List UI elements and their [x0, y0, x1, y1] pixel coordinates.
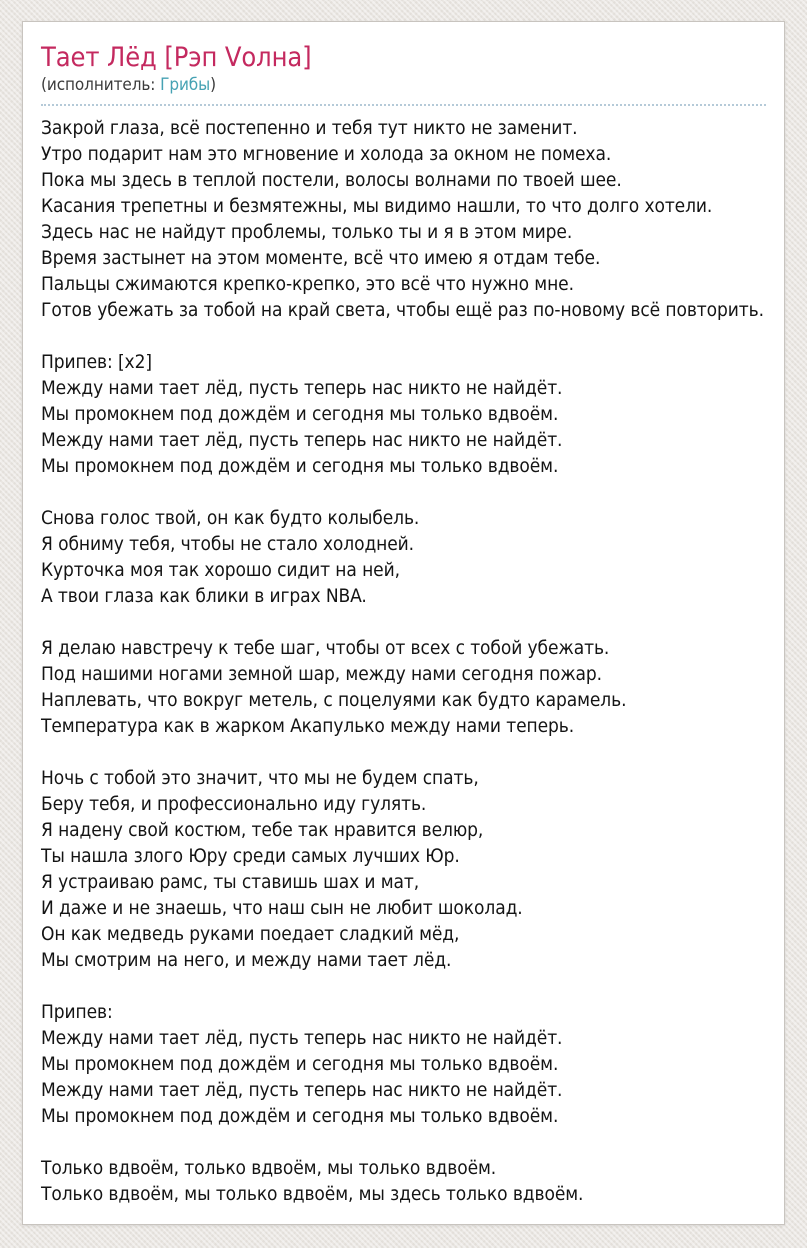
blank-line — [41, 479, 766, 505]
lyric-line: Между нами тает лёд, пусть теперь нас никто не найдёт. — [41, 377, 563, 399]
lyric-line: Под нашими ногами земной шар, между нами сегодня пожар. — [41, 663, 603, 685]
lyric-line: Я устраиваю рамс, ты ставишь шах и мат, — [41, 871, 420, 893]
artist-link[interactable]: Грибы — [160, 75, 211, 95]
blank-line — [41, 739, 766, 765]
lyric-line: Я надену свой костюм, тебе так нравится велюр, — [41, 819, 484, 841]
lyric-line: Мы промокнем под дождём и сегодня мы только вдвоём. — [41, 403, 559, 425]
lyric-line: Снова голос твой, он как будто колыбель. — [41, 507, 420, 529]
lyric-line: Ты нашла злого Юру среди самых лучших Юр. — [41, 845, 460, 867]
lyric-line: Мы промокнем под дождём и сегодня мы только вдвоём. — [41, 1105, 559, 1127]
lyric-line: Припев: — [41, 1001, 113, 1023]
lyric-line: Пока мы здесь в теплой постели, волосы волнами по твоей шее. — [41, 169, 622, 191]
lyric-line: Между нами тает лёд, пусть теперь нас никто не найдёт. — [41, 429, 563, 451]
lyric-line: Беру тебя, и профессионально иду гулять. — [41, 793, 427, 815]
artist-line — [41, 73, 766, 106]
lyrics-card — [22, 21, 785, 1225]
lyrics — [41, 115, 766, 1207]
lyric-line: Только вдвоём, только вдвоём, мы только вдвоём. — [41, 1157, 497, 1179]
lyric-line: Касания трепетны и безмятежны, мы видимо нашли, то что долго хотели. — [41, 195, 713, 217]
blank-line — [41, 1129, 766, 1155]
lyric-line: Между нами тает лёд, пусть теперь нас никто не найдёт. — [41, 1027, 563, 1049]
lyric-line: Мы промокнем под дождём и сегодня мы только вдвоём. — [41, 455, 559, 477]
artist-label-close: ) — [210, 75, 216, 95]
lyric-line: Между нами тает лёд, пусть теперь нас никто не найдёт. — [41, 1079, 563, 1101]
lyric-line: Наплевать, что вокруг метель, с поцелуями как будто карамель. — [41, 689, 627, 711]
lyric-line: Пальцы сжимаются крепко-крепко, это всё что нужно мне. — [41, 273, 574, 295]
lyric-line: А твои глаза как блики в играх NBA. — [41, 585, 367, 607]
blank-line — [41, 323, 766, 349]
lyric-line: Температура как в жарком Акапулько между нами теперь. — [41, 715, 575, 737]
lyric-line: Я обниму тебя, чтобы не стало холодней. — [41, 533, 415, 555]
lyric-line: Я делаю навстречу к тебе шаг, чтобы от всех с тобой убежать. — [41, 637, 610, 659]
lyric-line: Только вдвоём, мы только вдвоём, мы здесь только вдвоём. — [41, 1183, 584, 1205]
lyric-line: Мы смотрим на него, и между нами тает лёд. — [41, 949, 452, 971]
lyric-line: Здесь нас не найдут проблемы, только ты и я в этом мире. — [41, 221, 573, 243]
blank-line — [41, 609, 766, 635]
artist-label: (исполнитель: — [41, 75, 156, 95]
lyric-line: Закрой глаза, всё постепенно и тебя тут никто не заменит. — [41, 117, 578, 139]
song-title: Тает Лёд [Рэп Vолна] — [41, 42, 312, 73]
lyric-line: Припев: [x2] — [41, 351, 152, 373]
lyric-line: Время застынет на этом моменте, всё что имею я отдам тебе. — [41, 247, 601, 269]
lyric-line: Утро подарит нам это мгновение и холода за окном не помеха. — [41, 143, 612, 165]
lyric-line: Ночь с тобой это значит, что мы не будем спать, — [41, 767, 479, 789]
lyric-line: Он как медведь руками поедает сладкий мёд, — [41, 923, 460, 945]
blank-line — [41, 973, 766, 999]
lyric-line: И даже и не знаешь, что наш сын не любит шоколад. — [41, 897, 523, 919]
lyric-line: Готов убежать за тобой на край света, чтобы ещё раз по-новому всё повторить. — [41, 299, 764, 321]
lyric-line: Курточка моя так хорошо сидит на ней, — [41, 559, 400, 581]
lyric-line: Мы промокнем под дождём и сегодня мы только вдвоём. — [41, 1053, 559, 1075]
